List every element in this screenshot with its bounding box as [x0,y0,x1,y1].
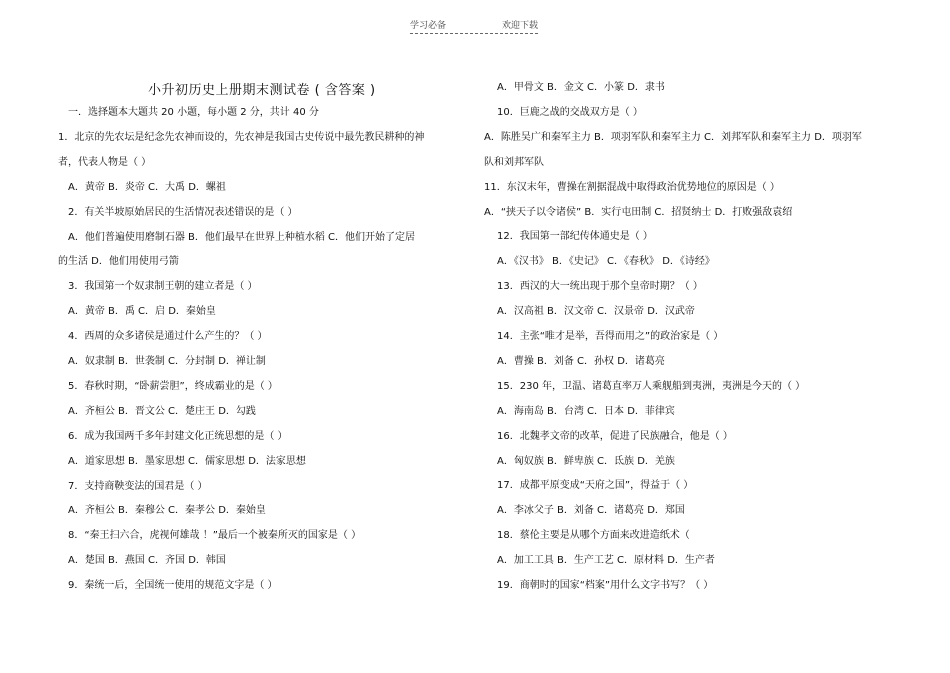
question-line: A．加工工具 B．生产工艺 C．原材料 D．生产者 [497,555,715,567]
question-line: A．曹操 B．刘备 C．孙权 D．诸葛亮 [497,355,665,367]
question-line: A．黄帝 B．炎帝 C．大禹 D．螺祖 [68,181,226,193]
exam-title: 小升初历史上册期末测试卷 ( 含答案 ) [148,83,376,98]
question-line: 一．选择题本大题共 20 小题，每小题 2 分，共计 40 分 [68,107,319,118]
question-line: 队和刘邦军队 [484,156,544,168]
question-line: 7．支持商鞅变法的国君是（ ） [68,480,208,492]
question-line: 15．230 年，卫温、诸葛直率万人乘舰船到夷洲，夷洲是今天的（ ） [497,380,806,392]
question-line: A．甲骨文 B．金文 C．小篆 D．隶书 [497,82,665,93]
question-line: 的生活 D．他们用使用弓箭 [58,256,179,268]
question-line: 14．主张“唯才是举，吾得而用之”的政治家是（ ） [497,331,724,342]
question-line: 2．有关半坡原始居民的生活情况表述错误的是（ ） [68,206,298,218]
question-line: A．“挟天子以令诸侯” B．实行屯田制 C．招贤纳士 D．打败强敌袁绍 [484,206,793,218]
question-line: 17．成都平原变成“天府之国”，得益于（ ） [497,480,694,492]
page-header [410,18,538,34]
question-line: 11．东汉末年，曹操在割据混战中取得政治优势地位的原因是（ ） [484,181,780,193]
question-line: 者，代表人物是（ ） [58,156,152,168]
question-line: 6．成为我国两千多年封建文化正统思想的是（ ） [68,430,288,442]
question-line: 13．西汉的大一统出现于那个皇帝时期？（ ） [497,281,703,293]
question-line: 1．北京的先农坛是纪念先农神而设的，先农神是我国古史传说中最先教民耕种的神 [58,131,425,143]
question-line: A．陈胜吴广和秦军主力 B．项羽军队和秦军主力 C．刘邦军队和秦军主力 D．项羽军 [484,131,862,143]
question-line: A．道家思想 B．墨家思想 C．儒家思想 D．法家思想 [68,455,306,467]
question-line: A．黄帝 B．禹 C．启 D．秦始皇 [68,306,216,318]
header-left-text: 学习必备 [410,21,447,31]
question-line: 16．北魏孝文帝的改革，促进了民族融合，他是（ ） [497,430,733,442]
question-line: 9．秦统一后，全国统一使用的规范文字是（ ） [68,580,278,592]
question-line: A．齐桓公 B．秦穆公 C．秦孝公 D．秦始皇 [68,505,266,517]
question-line: 12．我国第一部纪传体通史是（ ） [497,231,653,243]
question-line: A．汉高祖 B．汉文帝 C．汉景帝 D．汉武帝 [497,306,695,318]
question-line: A．《汉书》 B．《史记》 C．《春秋》 D．《诗经》 [497,256,715,268]
question-line: 8．“秦王扫六合，虎视何雄哉 ！”最后一个被秦所灭的国家是（ ） [68,530,362,542]
question-line: 19．商朝时的国家“档案”用什么文字书写？（ ） [497,580,714,591]
question-line: 4．西周的众多诸侯是通过什么产生的？（ ） [68,331,268,343]
question-line: A．奴隶制 B．世袭制 C．分封制 D．禅让制 [68,356,266,367]
question-line: 10．巨鹿之战的交战双方是（ ） [497,106,643,118]
question-line: A．他们普遍使用磨制石器 B．他们最早在世界上种植水稻 C．他们开始了定居 [68,231,416,243]
question-line: A．李冰父子 B．刘备 C．诸葛亮 D．郑国 [497,505,685,517]
question-line: A．匈奴族 B．鲜卑族 C．氐族 D．羌族 [497,455,675,467]
question-line: A．楚国 B．燕国 C．齐国 D．韩国 [68,555,226,567]
question-line: 3．我国第一个奴隶制王朝的建立者是（ ） [68,281,258,293]
question-line: A．海南岛 B．台湾 C．日本 D．菲律宾 [497,405,675,417]
question-line: 5．春秋时期，“卧薪尝胆”，终成霸业的是（ ） [68,380,278,392]
header-right-text: 欢迎下载 [501,21,538,31]
question-line: 18．蔡伦主要是从哪个方面来改进造纸术（ [497,530,690,542]
question-line: A．齐桓公 B．晋文公 C．楚庄王 D．勾践 [68,405,256,417]
